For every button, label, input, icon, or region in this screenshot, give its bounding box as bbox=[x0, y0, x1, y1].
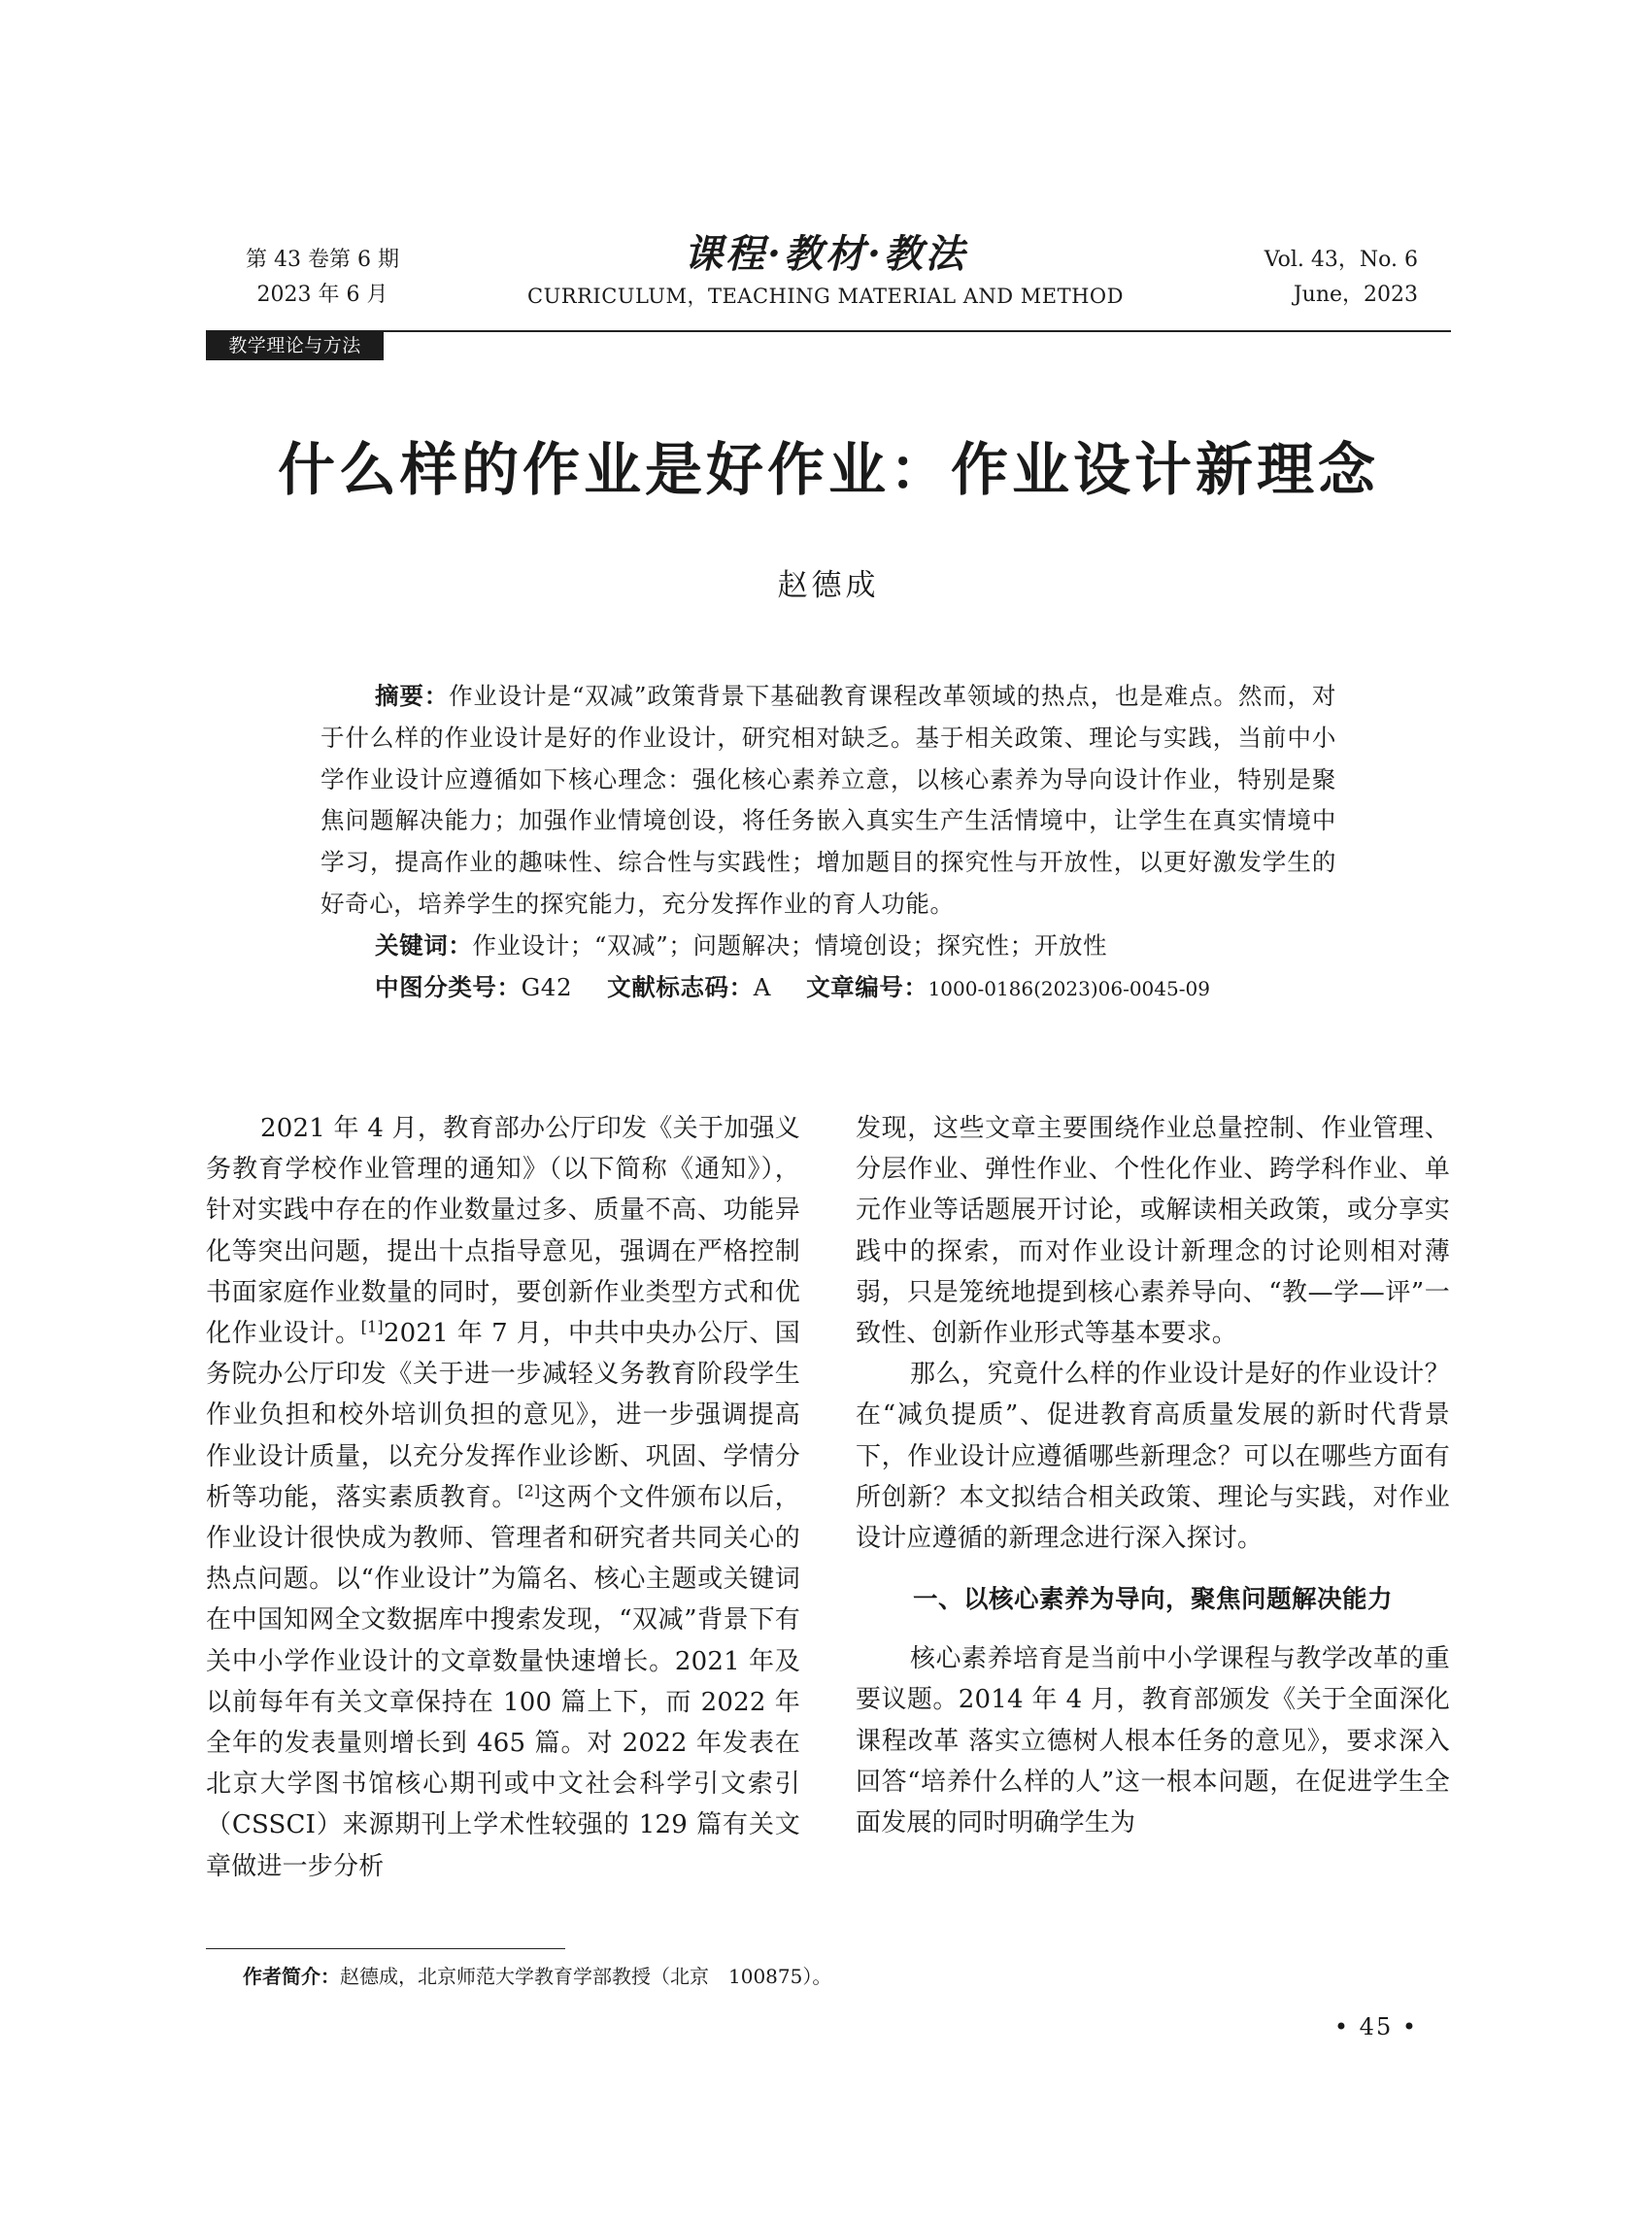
issue-info-cn bbox=[245, 243, 400, 313]
citation-2[interactable]: [2] bbox=[518, 1481, 541, 1500]
footnote-rule bbox=[206, 1948, 565, 1949]
column-tag: 教学理论与方法 bbox=[206, 331, 384, 360]
body-column-right bbox=[856, 1108, 1450, 1843]
article-author: 赵德成 bbox=[777, 568, 880, 603]
body-paragraph-3: 核心素养培育是当前中小学课程与教学改革的重要议题。2014 年 4 月，教育部颁发《关于全面深化课程改革 落实立德树人根本任务的意见》，要求深入回答“培养什么样的人”这一根本问题，在促进学生全面发展的同时明确学生为 bbox=[856, 1644, 1450, 1838]
keywords-label: 关键词： bbox=[375, 930, 473, 960]
journal-title-en: CURRICULUM，TEACHING MATERIAL AND METHOD bbox=[527, 285, 1124, 308]
body-paragraph-1-continued: 发现，这些文章主要围绕作业总量控制、作业管理、分层作业、弹性作业、个性化作业、跨学科作业、单元作业等话题展开讨论，或解读相关政策，或分享实践中的探索，而对作业设计新理念的讨论则相对薄弱，只是笼统地提到核心素养导向、“教—学—评”一致性、创新作业形式等基本要求。 bbox=[856, 1114, 1450, 1349]
article-no: 1000-0186(2023)06-0045-09 bbox=[927, 976, 1210, 1000]
author-note-label: 作者简介： bbox=[243, 1965, 340, 1988]
citation-1[interactable]: [1] bbox=[360, 1317, 384, 1336]
abstract-block bbox=[320, 676, 1336, 1009]
volume-cn: 第 43 卷第 6 期 bbox=[246, 248, 399, 272]
journal-masthead bbox=[505, 227, 1146, 311]
keywords-line bbox=[320, 926, 1336, 967]
paragraph-1-part-a: 2021 年 4 月，教育部办公厅印发《关于加强义务教育学校作业管理的通知》（以下简称《通知》），针对实践中存在的作业数量过多、质量不高、功能异化等突出问题，提出十点指导意见，强调在严格控制书面家庭作业数量的同时，要创新作业类型方式和优化作业设计。 bbox=[206, 1114, 800, 1349]
abstract-text: 作业设计是“双减”政策背景下基础教育课程改革领域的热点，也是难点。然而，对于什么样的作业设计是好的作业设计，研究相对缺乏。基于相关政策、理论与实践，当前中小学作业设计应遵循如下核心理念：强化核心素养立意，以核心素养为导向设计作业，特别是聚焦问题解决能力；加强作业情境创设，将任务嵌入真实生产生活情境中，让学生在真实情境中学习，提高作业的趣味性、综合性与实践性；增加题目的探究性与开放性，以更好激发学生的好奇心，培养学生的探究能力，充分发挥作业的育人功能。 bbox=[320, 682, 1336, 918]
date-cn: 2023 年 6 月 bbox=[256, 283, 388, 307]
doc-code: A bbox=[753, 972, 772, 1001]
abstract bbox=[320, 676, 1336, 926]
journal-title-cn: 课程·教材·教法 bbox=[684, 231, 967, 277]
paragraph-1-part-b: 2021 年 7 月，中共中央办公厅、国务院办公厅印发《关于进一步减轻义务教育阶段学生作业负担和校外培训负担的意见》，进一步强调提高作业设计质量，以充分发挥作业诊断、巩固、学情分析等功能，落实素质教育。 bbox=[206, 1319, 800, 1512]
abstract-label: 摘要： bbox=[375, 682, 450, 710]
author-note bbox=[243, 1960, 1408, 1993]
body-column-left bbox=[206, 1108, 800, 1887]
clc-code: G42 bbox=[521, 972, 573, 1001]
header-rule bbox=[206, 330, 1451, 332]
article-title: 什么样的作业是好作业：作业设计新理念 bbox=[277, 436, 1379, 503]
page-number: • 45 • bbox=[1333, 2013, 1418, 2040]
volume-en: Vol. 43，No. 6 bbox=[1264, 248, 1418, 272]
body-paragraph-2: 那么，究竟什么样的作业设计是好的作业设计？在“减负提质”、促进教育高质量发展的新时代背景下，作业设计应遵循哪些新理念？可以在哪些方面有所创新？本文拟结合相关政策、理论与实践，对作业设计应遵循的新理念进行深入探讨。 bbox=[856, 1360, 1450, 1554]
article-no-label: 文章编号： bbox=[806, 972, 928, 1001]
paragraph-1-part-c: 这两个文件颁布以后，作业设计很快成为教师、管理者和研究者共同关心的热点问题。以“作业设计”为篇名、核心主题或关键词在中国知网全文数据库中搜索发现，“双减”背景下有关中小学作业设计的文章数量快速增长。2021 年及以前每年有关文章保持在 100 篇上下，而 2022 年全年的发表量则增长到 465 篇。对 2022 年发表在北京大学图书馆核心期刊或中文社会科学引文索引（CSSCI）来源期刊上学术性较强的 129 篇有关文章做进一步分析 bbox=[206, 1482, 800, 1881]
date-en: June，2023 bbox=[1293, 283, 1418, 307]
issue-info-en bbox=[1214, 243, 1418, 313]
body-paragraph-1 bbox=[206, 1108, 800, 1887]
doc-code-label: 文献标志码： bbox=[607, 972, 754, 1001]
keywords: 作业设计；“双减”；问题解决；情境创设；探究性；开放性 bbox=[472, 930, 1108, 960]
clc-label: 中图分类号： bbox=[375, 972, 522, 1001]
section-heading-1: 一、以核心素养为导向，聚焦问题解决能力 bbox=[912, 1585, 1393, 1615]
classification-line bbox=[320, 967, 1336, 1010]
author-note-text: 赵德成，北京师范大学教育学部教授（北京 100875）。 bbox=[340, 1965, 832, 1988]
